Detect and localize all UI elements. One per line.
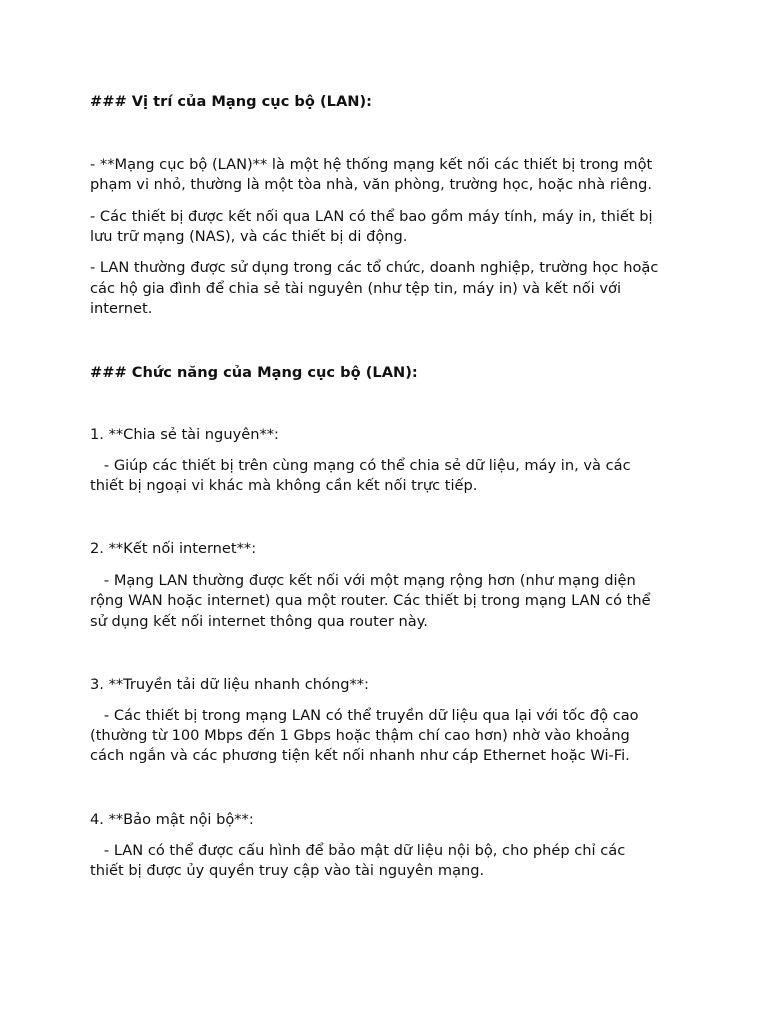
text-line: - Các thiết bị trong mạng LAN có thể truyền dữ liệu qua lại với tốc độ cao xyxy=(90,707,639,724)
text-line: rộng WAN hoặc internet) qua một router. Các thiết bị trong mạng LAN có thể xyxy=(90,592,651,609)
text-line: sử dụng kết nối internet thông qua router này. xyxy=(90,613,428,630)
text-line: - Các thiết bị được kết nối qua LAN có thể bao gồm máy tính, máy in, thiết bị xyxy=(90,208,653,225)
text-line: cách ngắn và các phương tiện kết nối nhanh như cáp Ethernet hoặc Wi-Fi. xyxy=(90,747,630,764)
text-line: (thường từ 100 Mbps đến 1 Gbps hoặc thậm chí cao hơn) nhờ vào khoảng xyxy=(90,727,630,744)
item-title: 1. **Chia sẻ tài nguyên**: xyxy=(90,426,279,443)
text-line: - LAN có thể được cấu hình để bảo mật dữ liệu nội bộ, cho phép chỉ các xyxy=(90,842,626,859)
text-line: - **Mạng cục bộ (LAN)** là một hệ thống mạng kết nối các thiết bị trong một xyxy=(90,156,653,173)
text-line: thiết bị ngoại vi khác mà không cần kết nối trực tiếp. xyxy=(90,477,478,494)
heading-function: ### Chức năng của Mạng cục bộ (LAN): xyxy=(90,364,418,381)
text-line: các hộ gia đình để chia sẻ tài nguyên (như tệp tin, máy in) và kết nối với xyxy=(90,280,621,297)
heading-location: ### Vị trí của Mạng cục bộ (LAN): xyxy=(90,93,372,110)
text-line: phạm vi nhỏ, thường là một tòa nhà, văn phòng, trường học, hoặc nhà riêng. xyxy=(90,176,653,193)
text-line: internet. xyxy=(90,300,153,317)
item-title: 4. **Bảo mật nội bộ**: xyxy=(90,811,254,828)
text-line: lưu trữ mạng (NAS), và các thiết bị di động. xyxy=(90,228,408,245)
item-title: 3. **Truyền tải dữ liệu nhanh chóng**: xyxy=(90,676,369,693)
item-title: 2. **Kết nối internet**: xyxy=(90,540,257,557)
text-line: - Mạng LAN thường được kết nối với một mạng rộng hơn (như mạng diện xyxy=(90,572,636,589)
text-line: thiết bị được ủy quyền truy cập vào tài nguyên mạng. xyxy=(90,862,485,879)
text-line: - LAN thường được sử dụng trong các tổ chức, doanh nghiệp, trường học hoặc xyxy=(90,259,659,276)
text-line: - Giúp các thiết bị trên cùng mạng có thể chia sẻ dữ liệu, máy in, và các xyxy=(90,457,631,474)
